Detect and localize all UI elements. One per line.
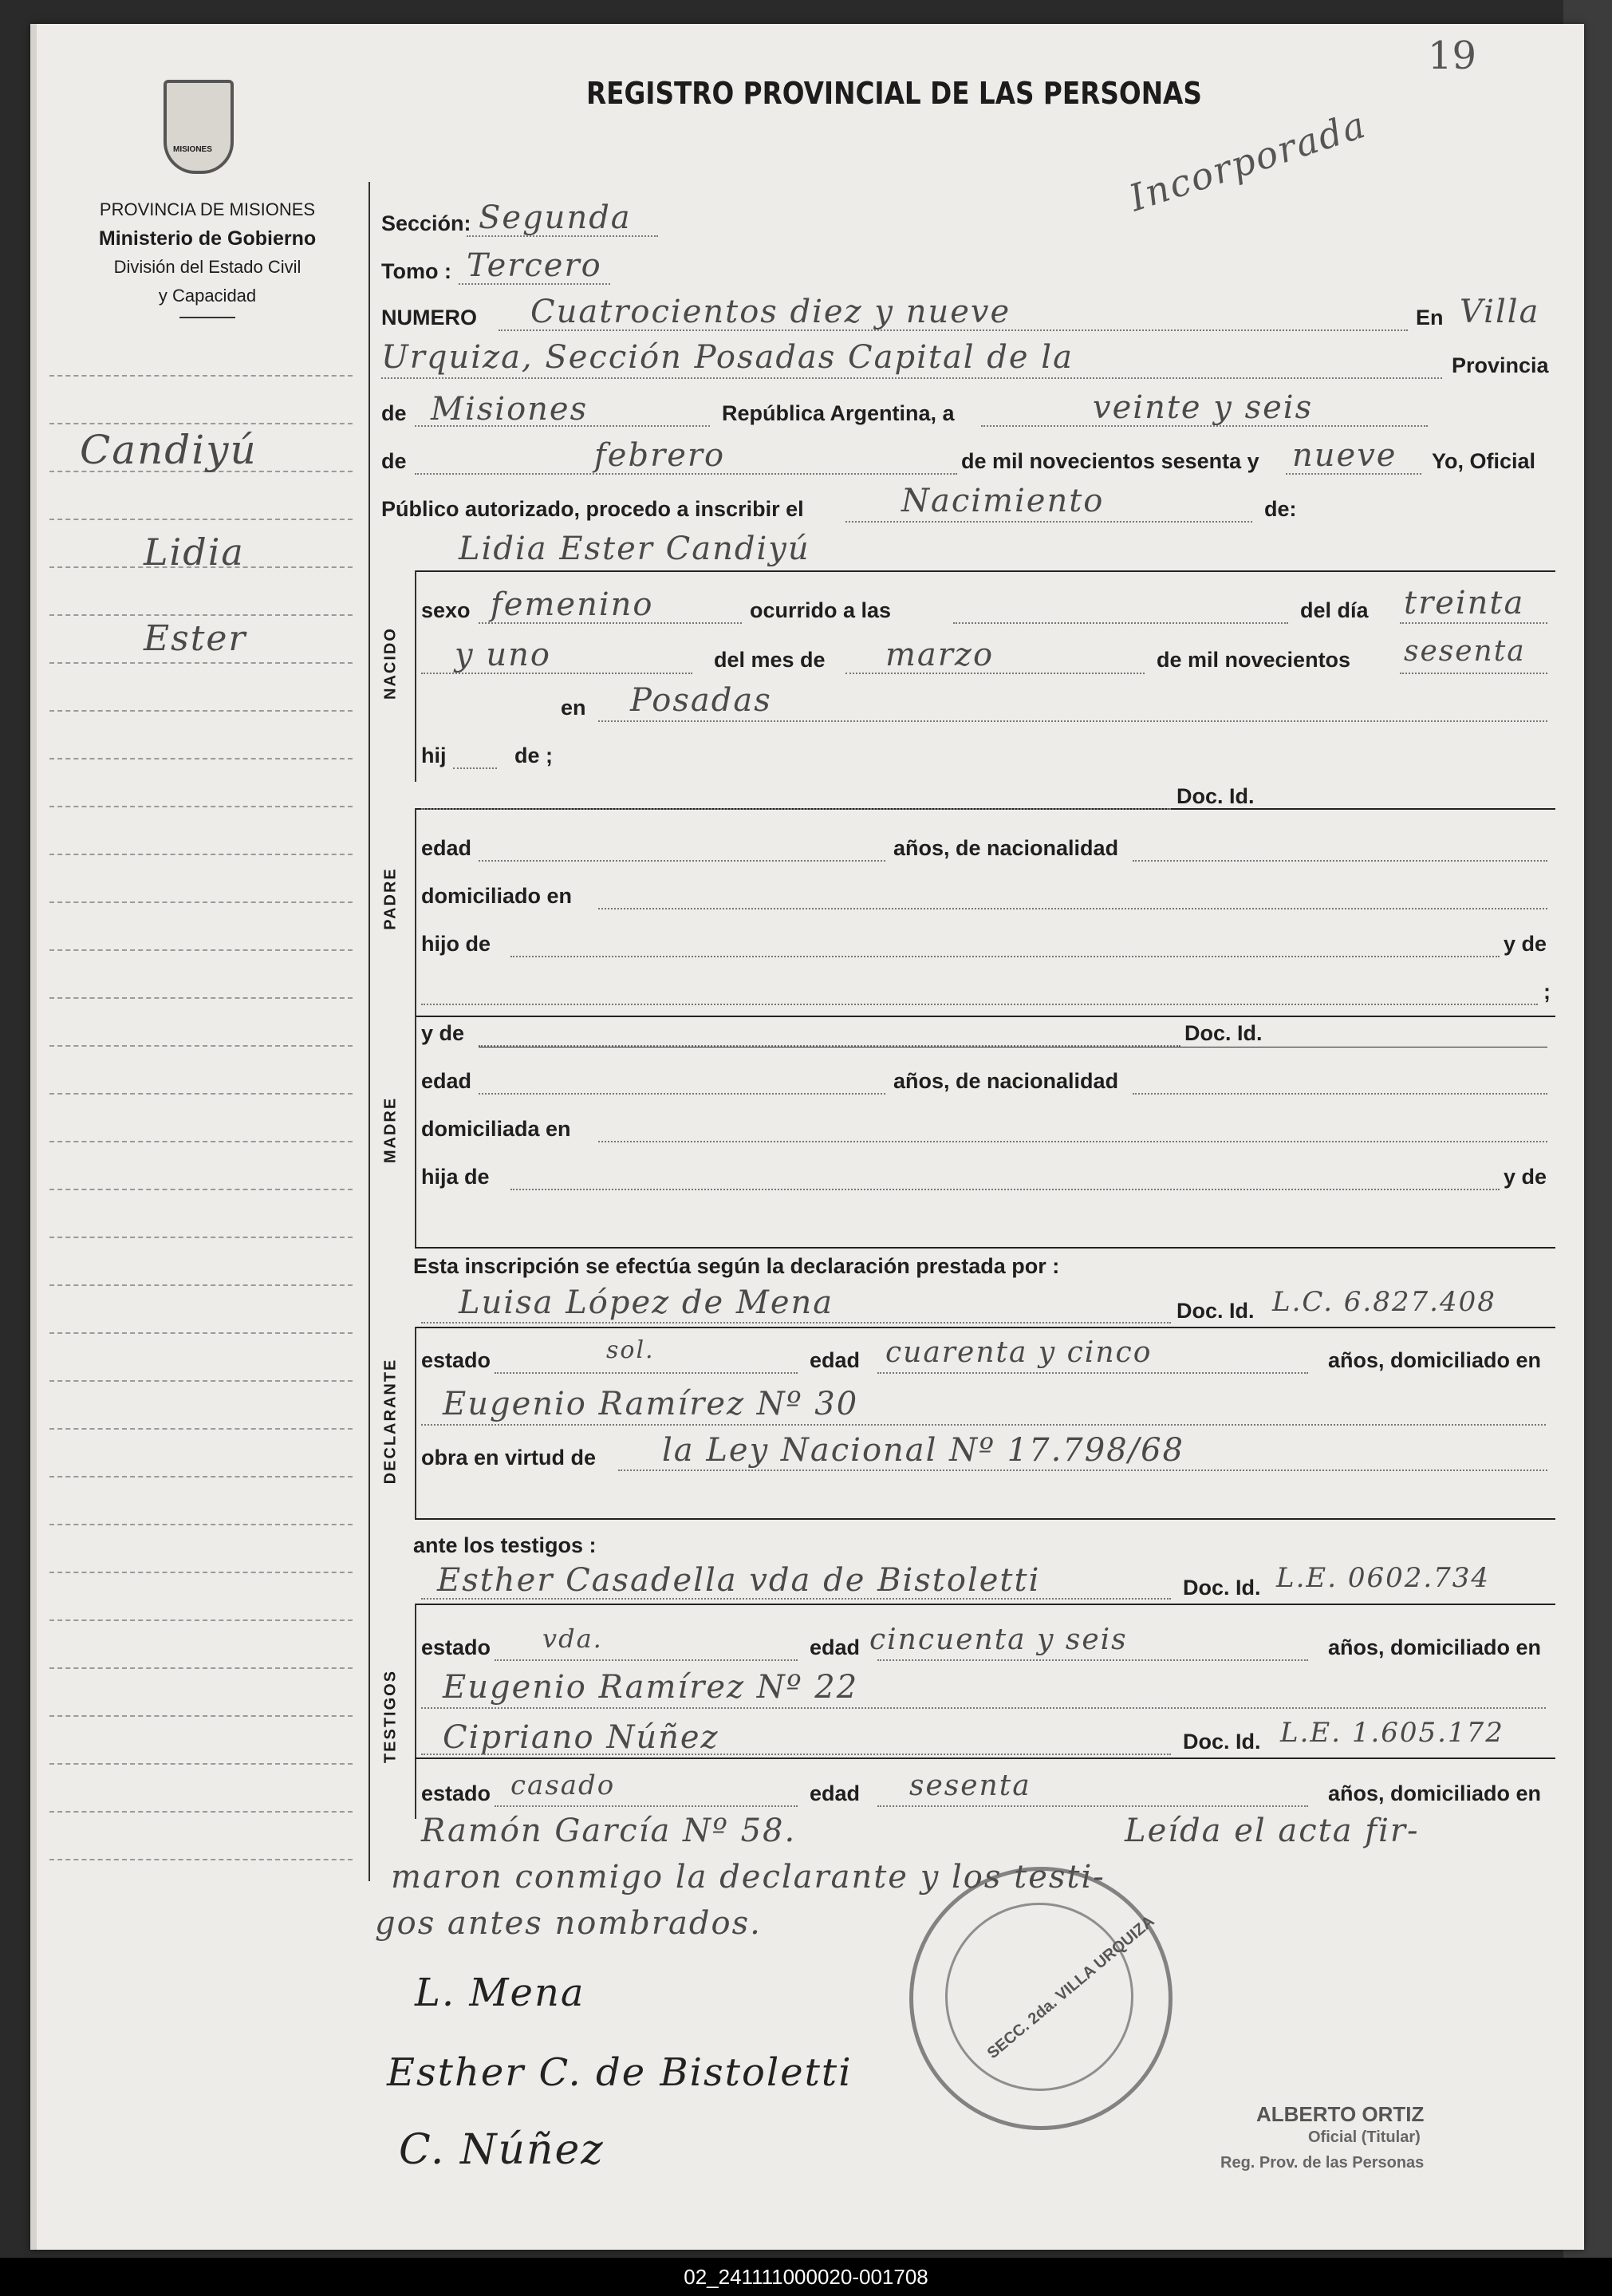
testigo2-name[interactable]: Cipriano Núñez (443, 1719, 719, 1756)
declarante-doc-label: Doc. Id. (1176, 1299, 1255, 1323)
margin-line (49, 423, 353, 424)
testigo2-estado-label: estado (421, 1781, 491, 1805)
margin-line (49, 710, 353, 712)
hora-line (953, 622, 1288, 624)
signature-testigo2: C. Núñez (399, 2126, 605, 2174)
testigos-section-label: TESTIGOS (381, 1669, 400, 1764)
declarante-obra-line (618, 1470, 1547, 1471)
declarante-top-rule (415, 1327, 1555, 1328)
acto-line (845, 521, 1252, 523)
testigo1-edad-label: edad (810, 1635, 861, 1659)
declarante-obra-value[interactable]: la Ley Nacional Nº 17.798/68 (662, 1432, 1185, 1469)
testigo2-domicilio-value[interactable]: Ramón García Nº 58. (421, 1813, 797, 1849)
republica-label: República Argentina, a (722, 401, 955, 425)
place-value[interactable]: Urquiza, Sección Posadas Capital de la (381, 339, 1074, 376)
hij-label: hij (421, 744, 447, 767)
margin-line (49, 1428, 353, 1430)
testigo2-rule (415, 1758, 1555, 1759)
testigo1-domicilio-label: años, domiciliado en (1328, 1635, 1542, 1659)
en-nac-line (598, 720, 1547, 722)
padre-doc-label: Doc. Id. (1176, 784, 1255, 808)
signature-declarante: L. Mena (415, 1971, 585, 2015)
madre-section-label: MADRE (381, 1096, 400, 1164)
nacido-section-label: NACIDO (381, 627, 400, 700)
yo-oficial-label: Yo, Oficial (1432, 449, 1536, 473)
ocurrido-label: ocurrido a las (750, 598, 892, 622)
padre-y-de-label: y de (1504, 932, 1547, 956)
declarante-name-line (421, 1322, 1171, 1324)
padre-nacionalidad-label: años, de nacionalidad (893, 836, 1119, 860)
margin-line (49, 1667, 353, 1669)
margin-line (49, 1332, 353, 1334)
place-line (381, 377, 1442, 379)
declarante-estado-label: estado (421, 1348, 491, 1372)
publico-label: Público autorizado, procedo a inscribir el (381, 497, 804, 521)
padre-side-rule (415, 808, 416, 1016)
padre-edad-label: edad (421, 836, 472, 860)
testigo1-domicilio-value[interactable]: Eugenio Ramírez Nº 22 (443, 1669, 859, 1706)
padre-section-label: PADRE (381, 867, 400, 930)
margin-line (49, 519, 353, 520)
madre-domicilio-label: domiciliada en (421, 1117, 571, 1141)
mes-label: del mes de (714, 648, 826, 672)
declarante-name[interactable]: Luisa López de Mena (459, 1284, 834, 1321)
de-label: de (381, 401, 407, 425)
madre-y-de2-label: y de (1504, 1165, 1547, 1189)
madre-side-rule (415, 1016, 416, 1247)
declarante-edad-line (877, 1372, 1308, 1374)
ministry-rule (179, 317, 235, 318)
declarante-estado-line (495, 1372, 798, 1374)
mes-value[interactable]: marzo (885, 637, 995, 673)
official-stamp-inner (945, 1903, 1133, 2091)
testigo2-edad-label: edad (810, 1781, 861, 1805)
margin-line (49, 901, 353, 903)
provincia-label: Provincia (1452, 353, 1549, 377)
testigo2-estado-line (495, 1805, 798, 1807)
margin-line (49, 949, 353, 951)
madre-hija-label: hija de (421, 1165, 490, 1189)
margin-line (49, 1811, 353, 1813)
margin-line (49, 997, 353, 999)
padre-domicilio-line (598, 908, 1547, 909)
madre-nacionalidad-line (1133, 1093, 1547, 1095)
registrant-name[interactable]: Lidia Ester Candiyú (459, 531, 810, 567)
margin-note-middle-name: Ester (144, 618, 247, 659)
margin-line (49, 1859, 353, 1860)
declarante-bottom-rule (415, 1518, 1555, 1520)
nacido-top-rule (415, 570, 1555, 572)
testigo2-name-line (421, 1754, 1171, 1755)
del-dia-label: del día (1300, 598, 1369, 622)
padre-semicolon: ; (1543, 980, 1551, 1004)
hij-line (453, 767, 497, 769)
testigos-intro-label: ante los testigos : (413, 1533, 597, 1557)
day-value[interactable]: veinte y seis (1093, 389, 1314, 426)
mil-label: de mil novecientos (1157, 648, 1351, 672)
en-label: En (1416, 306, 1444, 329)
margin-note-surname: Candiyú (80, 427, 258, 473)
testigo2-estado-value[interactable]: casado (510, 1769, 616, 1801)
page-number: 19 (1428, 34, 1477, 78)
testigo1-doc-value[interactable]: L.E. 0602.734 (1276, 1562, 1491, 1594)
madre-edad-label: edad (421, 1069, 472, 1093)
ministry-line3: División del Estado Civil (113, 257, 302, 277)
dia-value-2[interactable]: y uno (455, 637, 551, 673)
testigo1-name-line (421, 1598, 1171, 1600)
margin-line (49, 758, 353, 759)
ministry-line1: PROVINCIA DE MISIONES (99, 199, 316, 219)
declarante-section-label: DECLARANTE (381, 1358, 400, 1485)
testigo1-estado-line (495, 1659, 798, 1661)
testigo1-edad-value[interactable]: cincuenta y seis (869, 1623, 1128, 1656)
main-column-rule (369, 182, 370, 1881)
margin-line (49, 375, 353, 377)
closing-line-1: Leída el acta fir- (1125, 1813, 1420, 1849)
margin-line (49, 1763, 353, 1765)
madre-edad-line (479, 1093, 885, 1095)
seccion-label: Sección: (381, 211, 471, 235)
de-colon-label: de: (1264, 497, 1297, 521)
margin-line (49, 1619, 353, 1621)
madre-nacionalidad-label: años, de nacionalidad (893, 1069, 1119, 1093)
numero-label: NUMERO (381, 306, 477, 329)
tomo-label: Tomo : (381, 259, 451, 283)
madre-doc-label: Doc. Id. (1184, 1021, 1263, 1045)
testigo1-estado-label: estado (421, 1635, 491, 1659)
de2-label: de (381, 449, 407, 473)
anio-line (1400, 673, 1547, 674)
provincial-crest-icon (164, 80, 234, 174)
officer-name: ALBERTO ORTIZ (1256, 2102, 1425, 2126)
declarante-intro-label: Esta inscripción se efectúa según la declaración prestada por : (413, 1254, 1060, 1278)
margin-line (49, 662, 353, 664)
sexo-value[interactable]: femenino (491, 586, 654, 623)
closing-line-2: maron conmigo la declarante y los testi- (391, 1859, 1106, 1896)
sexo-label: sexo (421, 598, 471, 622)
margin-line (49, 1380, 353, 1382)
crest-text: MISIONES (173, 145, 212, 154)
madre-domicilio-line (598, 1141, 1547, 1142)
province-value[interactable]: Misiones (431, 391, 589, 428)
margin-note-first-name: Lidia (144, 531, 245, 574)
padre-domicilio-label: domiciliado en (421, 884, 573, 908)
margin-line (49, 854, 353, 855)
margin-line (49, 1284, 353, 1286)
officer-role: Oficial (Titular) (1308, 2128, 1421, 2146)
year-value[interactable]: nueve (1292, 437, 1397, 474)
testigo1-domicilio-line (421, 1707, 1546, 1709)
incorporada-annotation: Incorporada (1124, 102, 1372, 220)
margin-line (49, 1572, 353, 1573)
acto-value[interactable]: Nacimiento (901, 483, 1105, 519)
testigo2-doc-label: Doc. Id. (1183, 1730, 1261, 1754)
padre-hijo-label: hijo de (421, 932, 491, 956)
ministry-line4: y Capacidad (158, 286, 257, 306)
padre-nacionalidad-line (1133, 860, 1547, 862)
declarante-estado-value[interactable]: sol. (606, 1336, 655, 1364)
dia-line (1400, 622, 1547, 624)
year-label: de mil novecientos sesenta y (961, 449, 1259, 473)
declarante-domicilio-line (421, 1424, 1546, 1426)
dia-value[interactable]: treinta (1404, 585, 1525, 621)
margin-line (49, 1524, 353, 1525)
en-nac-value[interactable]: Posadas (630, 682, 772, 719)
declarante-obra-label: obra en virtud de (421, 1446, 597, 1470)
hij-de-label: de ; (514, 744, 554, 767)
testigo1-doc-label: Doc. Id. (1183, 1576, 1261, 1600)
margin-line (49, 806, 353, 807)
margin-line (49, 1093, 353, 1095)
madre-bottom-rule (415, 1247, 1555, 1249)
anio-value[interactable]: sesenta (1404, 635, 1526, 668)
madre-hija-line (510, 1189, 1500, 1190)
testigo1-name[interactable]: Esther Casadella vda de Bistoletti (437, 1562, 1041, 1599)
testigo2-edad-value[interactable]: sesenta (909, 1769, 1031, 1802)
margin-line (49, 1237, 353, 1238)
declarante-side-rule (415, 1327, 416, 1518)
padre-edad-line (479, 860, 885, 862)
ministry-line2: Ministerio de Gobierno (98, 227, 317, 250)
padre-bottom-rule (415, 1016, 1555, 1017)
testigo2-domicilio-label: años, domiciliado en (1328, 1781, 1542, 1805)
testigo1-estado-value[interactable]: vda. (542, 1623, 603, 1654)
testigos-side-rule (415, 1604, 416, 1819)
margin-line (49, 1715, 353, 1717)
declarante-edad-value[interactable]: cuarenta y cinco (885, 1336, 1153, 1369)
padre-name-line (421, 808, 1171, 810)
en-nac-label: en (561, 696, 586, 720)
closing-line-3: gos antes nombrados. (375, 1905, 762, 1942)
document-title: REGISTRO PROVINCIAL DE LAS PERSONAS (586, 76, 1202, 111)
madre-y-de-label: y de (421, 1021, 465, 1045)
nacido-side-rule (415, 570, 416, 782)
padre-hijo-line (510, 956, 1500, 957)
ministry-block (48, 195, 367, 318)
officer-office: Reg. Prov. de las Personas (1220, 2154, 1425, 2172)
declarante-domicilio-label: años, domiciliado en (1328, 1348, 1542, 1372)
declarante-domicilio-value[interactable]: Eugenio Ramírez Nº 30 (443, 1386, 859, 1422)
numero-value[interactable]: Cuatrocientos diez y nueve (530, 294, 1011, 330)
stamp-text: SECC. 2da. VILLA URQUIZA (983, 1912, 1158, 2063)
testigo2-edad-line (877, 1805, 1308, 1807)
testigos-top-rule (415, 1604, 1555, 1605)
margin-line (49, 1189, 353, 1190)
margin-line (49, 614, 353, 616)
seccion-value[interactable]: Segunda (479, 199, 632, 236)
declarante-edad-label: edad (810, 1348, 861, 1372)
margin-line (49, 1476, 353, 1477)
signature-testigo1: Esther C. de Bistoletti (387, 2050, 853, 2095)
month-value[interactable]: febrero (594, 437, 726, 474)
testigo1-edad-line (877, 1659, 1308, 1661)
page-spine (30, 24, 37, 2250)
en-value[interactable]: Villa (1460, 294, 1540, 330)
testigo2-doc-value[interactable]: L.E. 1.605.172 (1280, 1717, 1504, 1749)
margin-line (49, 1045, 353, 1047)
margin-line (49, 1141, 353, 1142)
tomo-value[interactable]: Tercero (467, 247, 602, 284)
file-id-footer: 02_241111000020-001708 (0, 2258, 1612, 2296)
declarante-doc-value[interactable]: L.C. 6.827.408 (1272, 1286, 1496, 1318)
padre-y-de-line (421, 1004, 1538, 1005)
